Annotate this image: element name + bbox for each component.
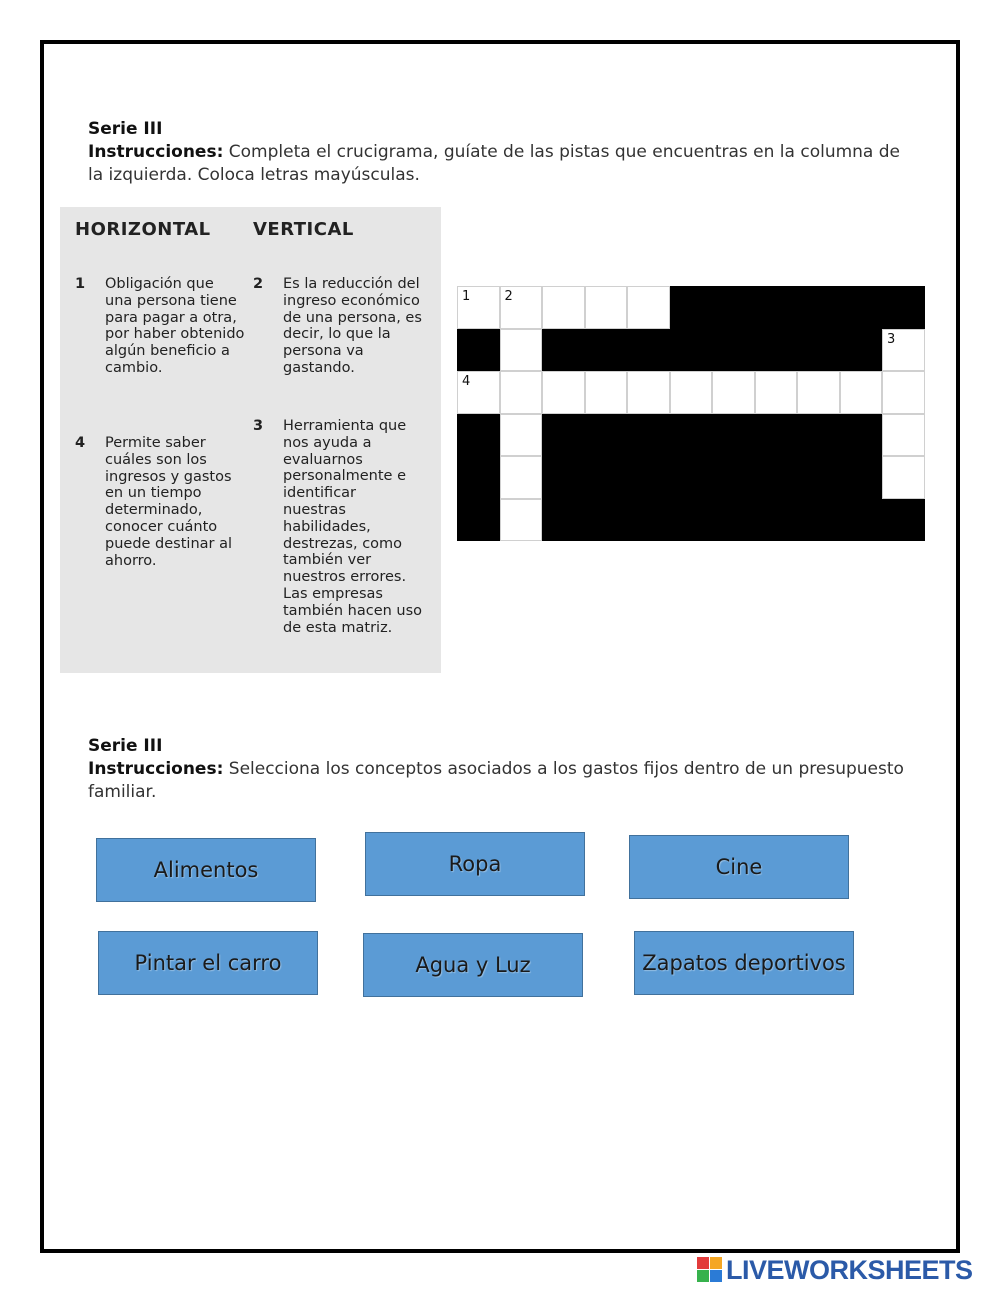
crossword-block xyxy=(755,329,798,372)
crossword-block xyxy=(712,456,755,499)
crossword-cell[interactable] xyxy=(882,329,925,372)
option-alimentos[interactable]: Alimentos xyxy=(96,838,316,902)
crossword-block xyxy=(797,286,840,329)
crossword-block xyxy=(670,414,713,457)
brand-name: LIVEWORKSHEETS xyxy=(726,1254,973,1285)
option-agua-y-luz[interactable]: Agua y Luz xyxy=(363,933,583,997)
crossword-block xyxy=(797,329,840,372)
crossword-cell[interactable] xyxy=(500,414,543,457)
option-ropa[interactable]: Ropa xyxy=(365,832,585,896)
crossword-block xyxy=(542,414,585,457)
crossword-block xyxy=(840,456,883,499)
crossword-block xyxy=(585,499,628,542)
clue-text: Es la reducción del ingreso económico de una persona, es decir, lo que la persona va gastando. xyxy=(283,276,422,376)
crossword-cell[interactable] xyxy=(882,456,925,499)
crossword-block xyxy=(670,329,713,372)
crossword-block xyxy=(882,499,925,542)
crossword-block xyxy=(627,456,670,499)
crossword-block xyxy=(627,414,670,457)
section-select-instructions xyxy=(88,735,908,804)
crossword-block xyxy=(542,456,585,499)
crossword-cell[interactable] xyxy=(712,371,755,414)
crossword-block xyxy=(712,286,755,329)
crossword-block xyxy=(840,499,883,542)
crossword-block xyxy=(882,286,925,329)
crossword-cell[interactable] xyxy=(585,286,628,329)
crossword-block xyxy=(627,329,670,372)
crossword-block xyxy=(840,414,883,457)
crossword-cell[interactable] xyxy=(457,286,500,329)
crossword-cell[interactable] xyxy=(500,371,543,414)
crossword-cell[interactable] xyxy=(882,371,925,414)
crossword-cell[interactable] xyxy=(457,371,500,414)
crossword-block xyxy=(457,456,500,499)
crossword-cell[interactable] xyxy=(840,371,883,414)
crossword-block xyxy=(670,286,713,329)
crossword-block xyxy=(797,414,840,457)
crossword-block xyxy=(542,499,585,542)
crossword-block xyxy=(457,414,500,457)
crossword-block xyxy=(840,286,883,329)
clue-number: 4 xyxy=(75,435,86,451)
section-crossword-instructions xyxy=(88,118,908,187)
crossword-cell[interactable] xyxy=(797,371,840,414)
clue-text: Herramienta que nos ayuda a evaluarnos personalmente e identificar nuestras habilidades, destrezas, como también ver nuestros errores. Las empresas también hacen uso de esta matriz. xyxy=(283,418,423,636)
crossword-block xyxy=(840,329,883,372)
crossword-block xyxy=(542,329,585,372)
horizontal-header: HORIZONTAL xyxy=(75,219,211,240)
crossword-block xyxy=(670,499,713,542)
clue-number: 1 xyxy=(75,276,86,292)
crossword-block xyxy=(627,499,670,542)
crossword-cell[interactable] xyxy=(755,371,798,414)
clue-text: Obligación que una persona tiene para pagar a otra, por haber obtenido algún beneficio a cambio. xyxy=(105,276,245,376)
crossword-block xyxy=(755,286,798,329)
crossword-grid xyxy=(457,286,925,541)
crossword-cell[interactable] xyxy=(500,286,543,329)
logo-square xyxy=(710,1257,722,1269)
crossword-cell[interactable] xyxy=(585,371,628,414)
crossword-block xyxy=(755,414,798,457)
crossword-block xyxy=(712,499,755,542)
crossword-cell[interactable] xyxy=(627,371,670,414)
crossword-cell[interactable] xyxy=(882,414,925,457)
instructions xyxy=(88,141,908,187)
crossword-block xyxy=(755,456,798,499)
crossword-block xyxy=(585,414,628,457)
instructions xyxy=(88,758,908,804)
crossword-block xyxy=(457,329,500,372)
crossword-cell[interactable] xyxy=(500,329,543,372)
crossword-cell[interactable] xyxy=(670,371,713,414)
crossword-number: 1 xyxy=(462,289,471,304)
brand-logo[interactable] xyxy=(697,1255,973,1285)
section-heading: Serie III xyxy=(88,119,163,139)
crossword-block xyxy=(585,456,628,499)
crossword-number: 4 xyxy=(462,374,471,389)
clue-panel xyxy=(60,207,441,673)
crossword-number: 2 xyxy=(504,289,513,304)
logo-square xyxy=(697,1270,709,1282)
instructions-label: Instrucciones: xyxy=(88,142,224,162)
crossword-block xyxy=(797,456,840,499)
crossword-cell[interactable] xyxy=(542,371,585,414)
crossword-number: 3 xyxy=(887,331,896,347)
crossword-block xyxy=(712,414,755,457)
crossword-block xyxy=(797,499,840,542)
clue-number: 3 xyxy=(253,418,264,434)
logo-square xyxy=(697,1257,709,1269)
crossword-block xyxy=(457,499,500,542)
section-heading: Serie III xyxy=(88,736,163,756)
clue-number: 2 xyxy=(253,276,264,292)
crossword-cell[interactable] xyxy=(627,286,670,329)
crossword-cell[interactable] xyxy=(542,286,585,329)
option-pintar-el-carro[interactable]: Pintar el carro xyxy=(98,931,318,995)
option-zapatos-deportivos[interactable]: Zapatos deportivos xyxy=(634,931,854,995)
liveworksheets-icon xyxy=(697,1257,723,1283)
crossword-block xyxy=(712,329,755,372)
crossword-block xyxy=(585,329,628,372)
instructions-label: Instrucciones: xyxy=(88,759,224,779)
option-cine[interactable]: Cine xyxy=(629,835,849,899)
crossword-cell[interactable] xyxy=(500,499,543,542)
instructions-text: Selecciona los conceptos asociados a los gastos fijos dentro de un presupuesto familiar. xyxy=(88,759,904,802)
instructions-text: Completa el crucigrama, guíate de las pistas que encuentras en la columna de la izquierda. Coloca letras mayúsculas. xyxy=(88,142,901,185)
vertical-header: VERTICAL xyxy=(253,219,354,240)
crossword-block xyxy=(670,456,713,499)
clue-text: Permite saber cuáles son los ingresos y gastos en un tiempo determinado, conocer cuánto puede destinar al ahorro. xyxy=(105,435,233,569)
crossword-block xyxy=(755,499,798,542)
logo-square xyxy=(710,1270,722,1282)
crossword-cell[interactable] xyxy=(500,456,543,499)
